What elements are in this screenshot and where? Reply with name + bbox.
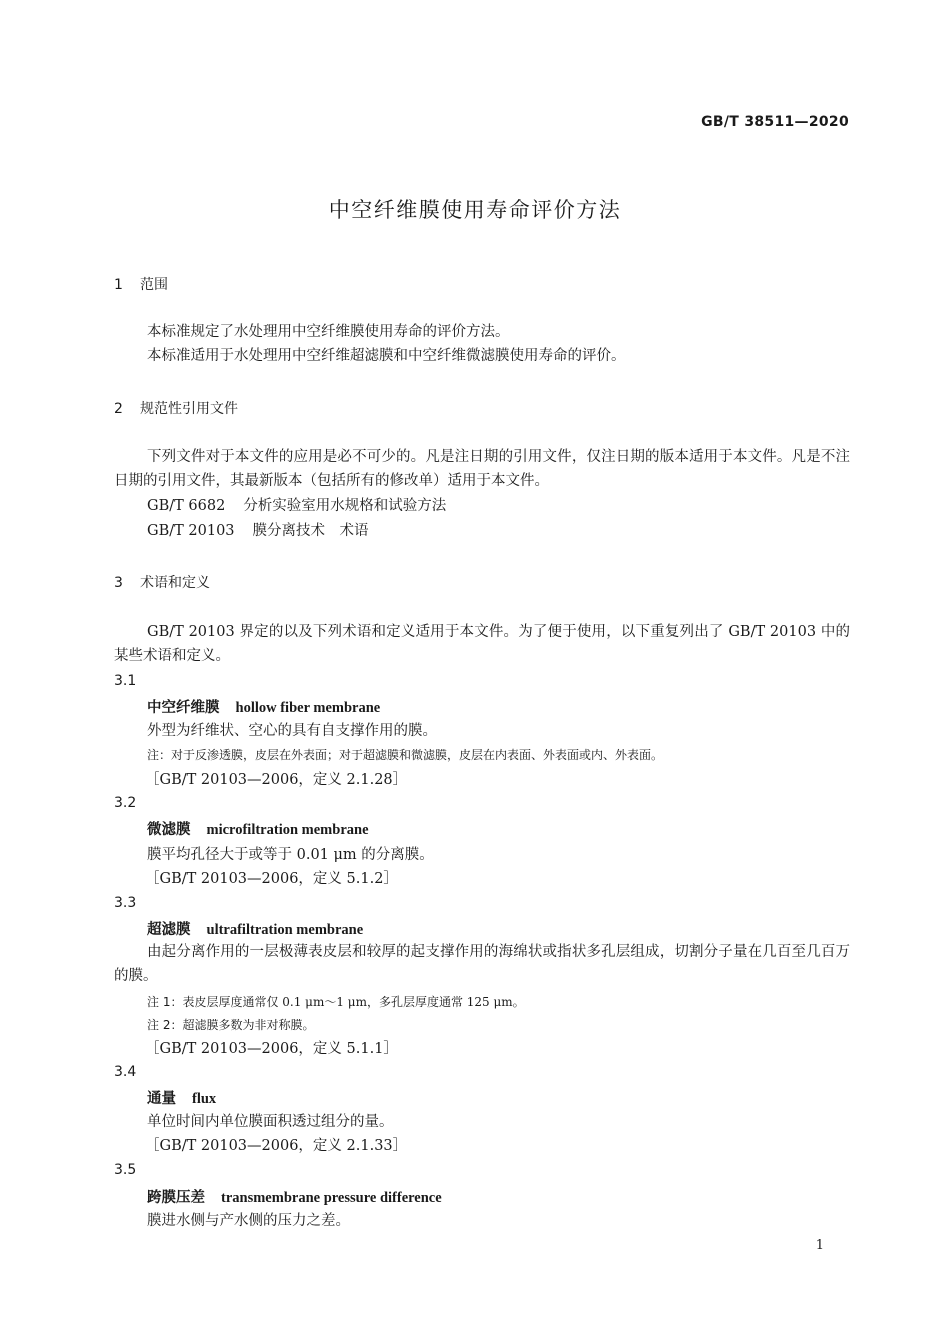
section-title: 规范性引用文件 [140, 401, 238, 417]
term-zh: 超滤膜 [147, 922, 191, 938]
paragraph: GB/T 20103 界定的以及下列术语和定义适用于本文件。为了便于使用，以下重复列出了 GB/T 20103 中的某些术语和定义。 [114, 624, 850, 664]
term-zh: 通量 [147, 1091, 176, 1107]
term-heading [147, 696, 380, 717]
term-source: ［GB/T 20103—2006，定义 5.1.1］ [145, 1041, 398, 1057]
page-number: 1 [815, 1238, 824, 1253]
term-zh: 跨膜压差 [147, 1190, 205, 1206]
term-source: ［GB/T 20103—2006，定义 2.1.33］ [145, 1138, 408, 1154]
note-text: 超滤膜多数为非对称膜。 [182, 1018, 315, 1032]
term-definition: 单位时间内单位膜面积透过组分的量。 [147, 1114, 394, 1130]
standard-number: GB/T 38511—2020 [701, 114, 849, 130]
term-heading [147, 1087, 216, 1108]
section-number: 1 [114, 277, 123, 293]
note-text: 对于反渗透膜，皮层在外表面；对于超滤膜和微滤膜，皮层在内表面、外表面或内、外表面。 [171, 748, 664, 762]
reference-code: GB/T 20103 [147, 523, 235, 539]
note-label: 注 1： [147, 995, 183, 1009]
term-number: 3.2 [114, 795, 137, 811]
term-definition: 膜平均孔径大于或等于 0.01 μm 的分离膜。 [147, 847, 434, 863]
reference-item [147, 494, 446, 518]
paragraph: 本标准规定了水处理用中空纤维膜使用寿命的评价方法。 [147, 324, 510, 340]
note-label: 注： [147, 748, 172, 762]
term-zh: 微滤膜 [147, 822, 191, 838]
term-number: 3.3 [114, 895, 137, 911]
section-heading-1 [114, 274, 168, 294]
term-zh: 中空纤维膜 [147, 700, 220, 716]
paragraph: 下列文件对于本文件的应用是必不可少的。凡是注日期的引用文件，仅注日期的版本适用于本文件。凡是不注日期的引用文件，其最新版本（包括所有的修改单）适用于本文件。 [114, 449, 850, 489]
term-note [147, 993, 525, 1010]
reference-code: GB/T 6682 [147, 498, 226, 514]
note-text: 表皮层厚度通常仅 0.1 μm～1 μm，多孔层厚度通常 125 μm。 [182, 995, 525, 1009]
reference-item [147, 519, 369, 543]
section-number: 3 [114, 575, 123, 591]
term-number: 3.1 [114, 673, 137, 689]
term-heading [147, 918, 363, 939]
term-note [147, 1016, 314, 1033]
section-number: 2 [114, 401, 123, 417]
term-en: flux [192, 1091, 217, 1107]
section-heading-2 [114, 398, 238, 418]
reference-name: 膜分离技术 术语 [252, 523, 369, 539]
term-number: 3.5 [114, 1162, 137, 1178]
term-definition: 膜进水侧与产水侧的压力之差。 [147, 1213, 350, 1229]
reference-name: 分析实验室用水规格和试验方法 [243, 498, 447, 514]
term-note [147, 746, 663, 763]
note-label: 注 2： [147, 1018, 183, 1032]
term-en: microfiltration membrane [206, 822, 369, 838]
term-definition: 由起分离作用的一层极薄表皮层和较厚的起支撑作用的海绵状或指状多孔层组成，切割分子量在几百至几百万的膜。 [114, 944, 850, 984]
paragraph: 本标准适用于水处理用中空纤维超滤膜和中空纤维微滤膜使用寿命的评价。 [147, 348, 626, 364]
term-en: hollow fiber membrane [235, 700, 381, 716]
term-heading [147, 818, 369, 839]
term-number: 3.4 [114, 1064, 137, 1080]
section-title: 术语和定义 [140, 575, 210, 591]
term-definition: 外型为纤维状、空心的具有自支撑作用的膜。 [147, 723, 437, 739]
term-en: ultrafiltration membrane [206, 922, 364, 938]
term-source: ［GB/T 20103—2006，定义 5.1.2］ [145, 871, 398, 887]
term-en: transmembrane pressure difference [221, 1190, 442, 1206]
document-title: 中空纤维膜使用寿命评价方法 [328, 198, 622, 222]
term-source: ［GB/T 20103—2006，定义 2.1.28］ [145, 772, 408, 788]
section-heading-3 [114, 572, 210, 592]
term-heading [147, 1186, 442, 1207]
section-title: 范围 [140, 277, 168, 293]
